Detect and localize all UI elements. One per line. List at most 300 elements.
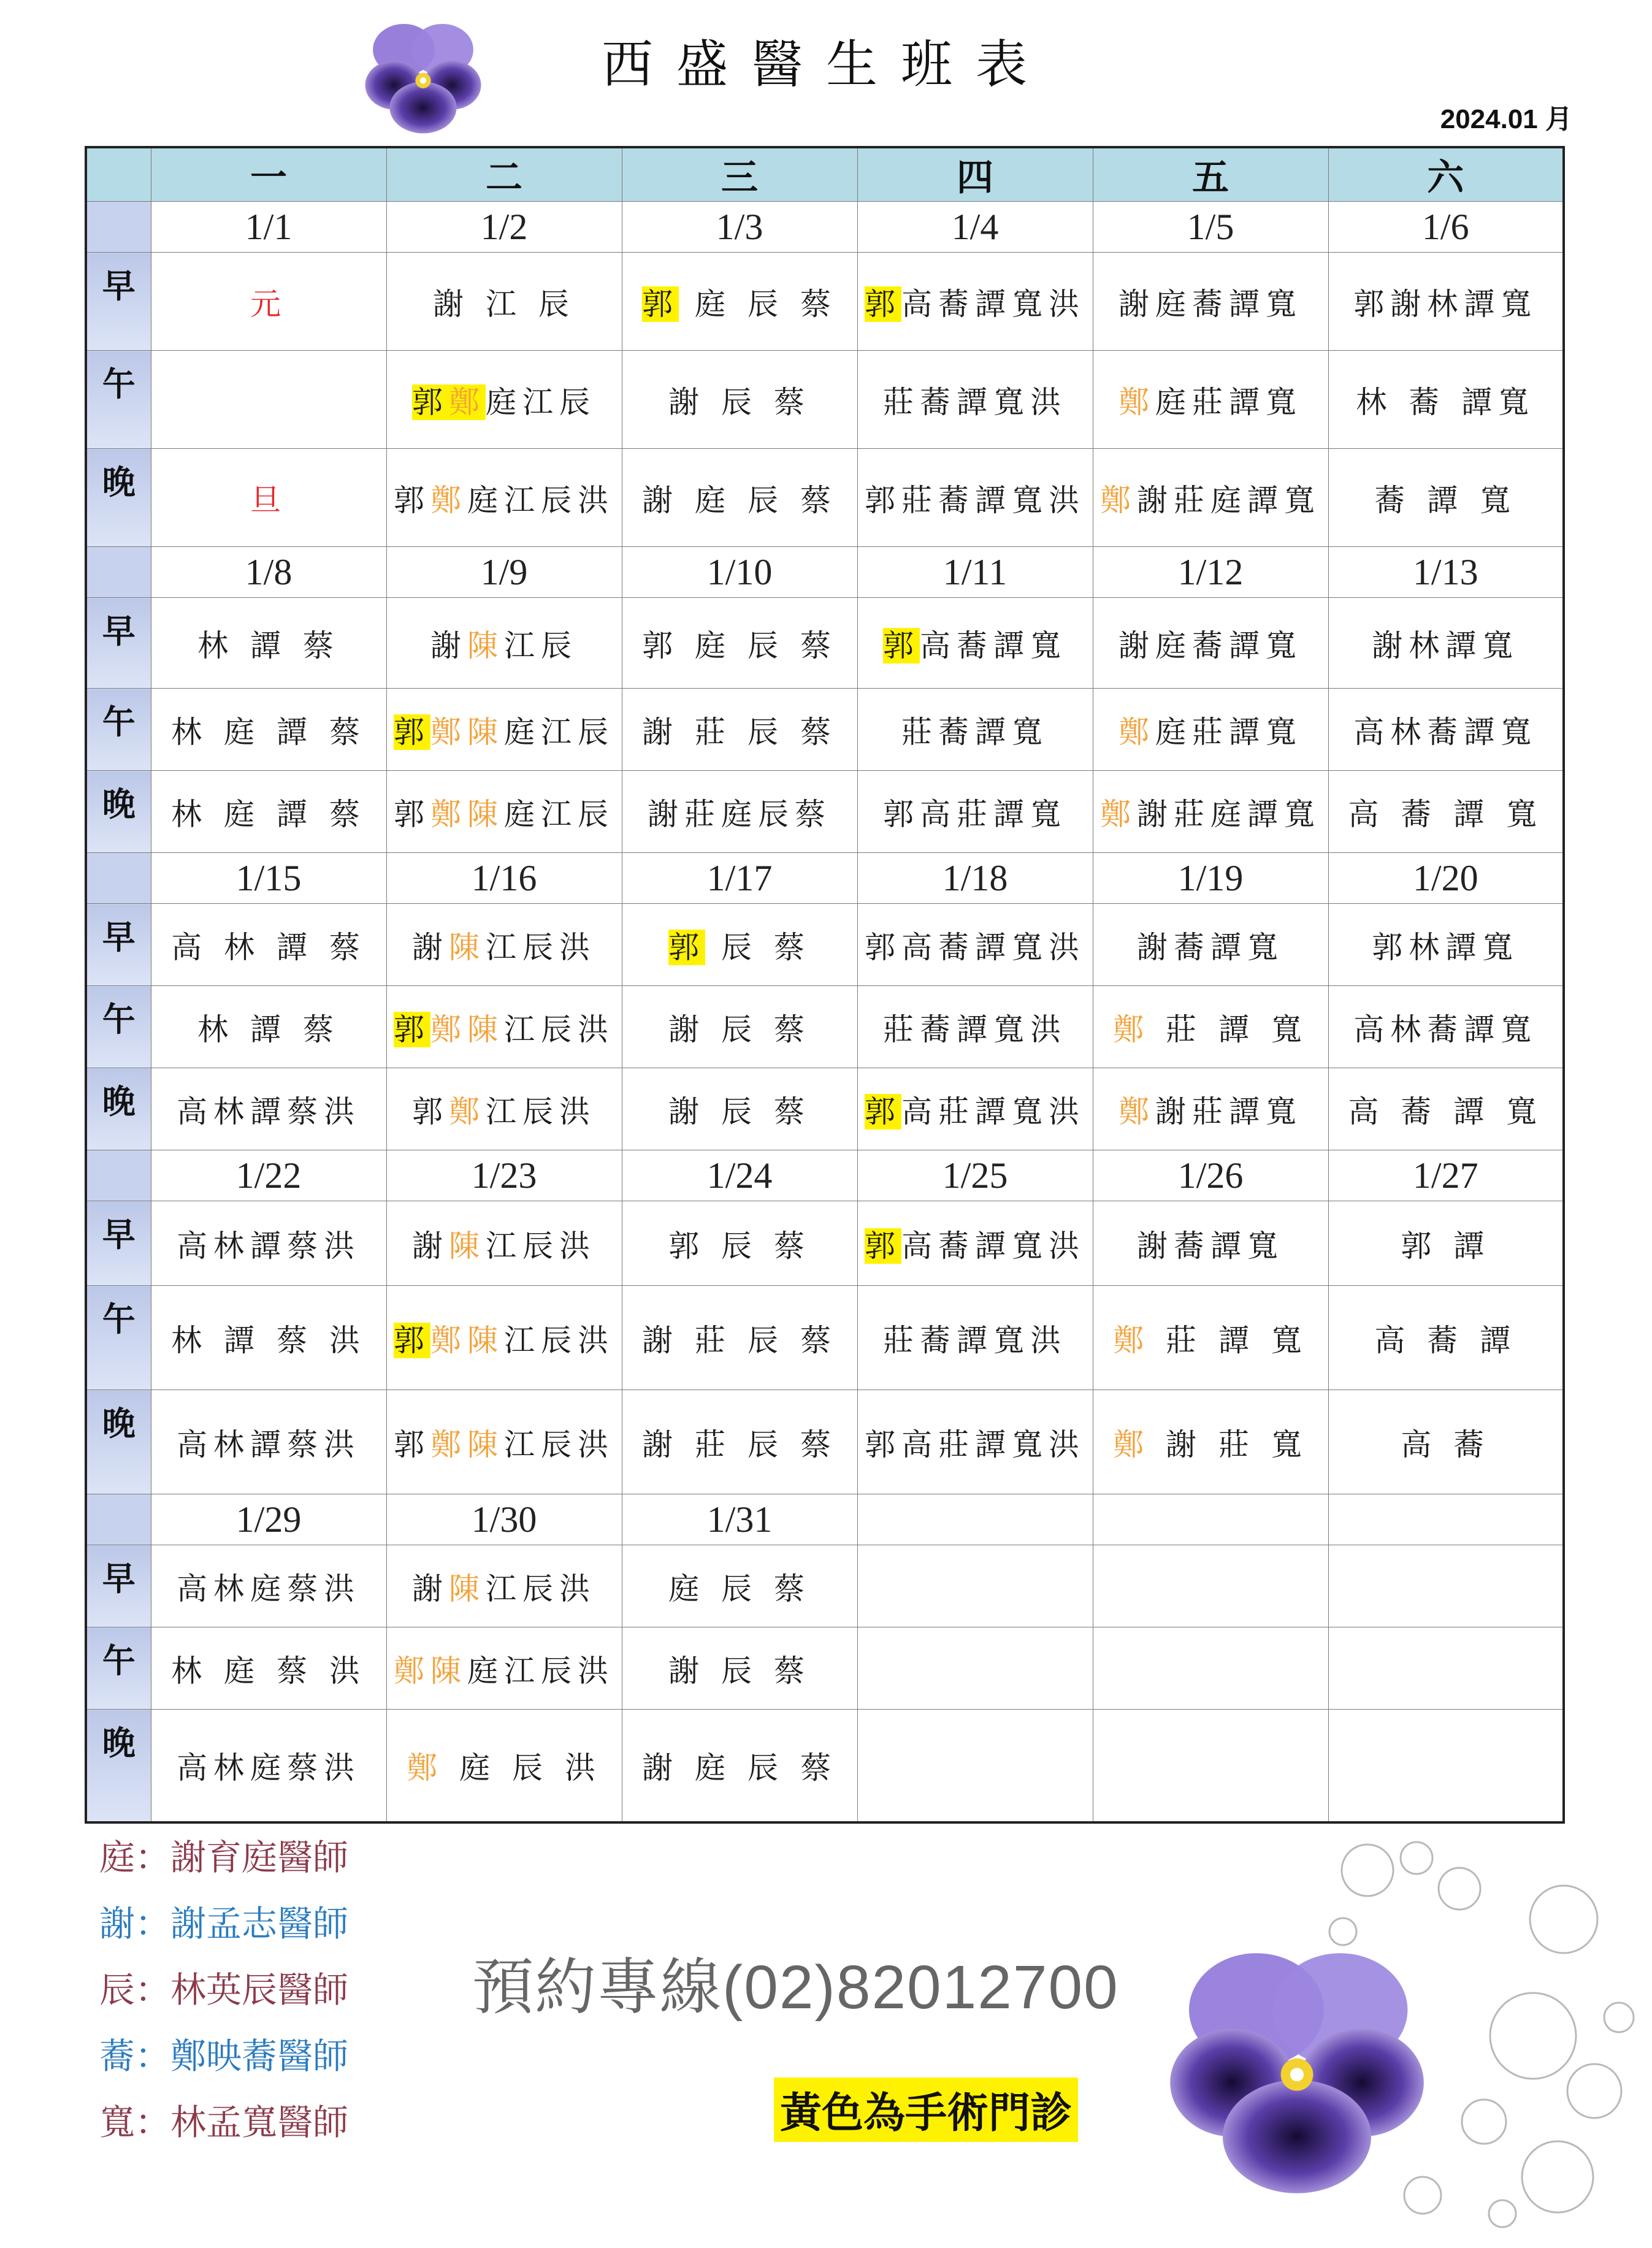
shift-cell (386, 1068, 622, 1150)
shift-row (86, 986, 1564, 1068)
shift-cell (1328, 1068, 1564, 1150)
shift-cell (386, 904, 622, 986)
doctor-codes: 謝 (412, 929, 449, 965)
shift-cell (857, 1390, 1093, 1494)
doctor-codes: 陳 (449, 1570, 486, 1607)
date-row (86, 202, 1564, 253)
shift-cell (151, 449, 386, 547)
shift-row (86, 1068, 1564, 1150)
period-label: 午 (102, 365, 136, 403)
shift-cell (622, 351, 857, 449)
shift-cell (1093, 1627, 1328, 1710)
shift-cell (1328, 253, 1564, 351)
date-cell: 1/29 (151, 1494, 386, 1545)
doctor-codes: 庭莊譚寬 (1155, 714, 1302, 750)
doctor-codes: 元 (250, 286, 287, 322)
weekday-header: 三 (622, 147, 857, 202)
shift-cell (1328, 1201, 1564, 1286)
doctor-codes: 江辰洪 (504, 1426, 614, 1462)
doctor-codes: 庭 辰 蔡 (679, 286, 837, 322)
doctor-codes: 鄭陳 (430, 1426, 504, 1462)
doctor-codes: 謝 莊 辰 蔡 (642, 1426, 837, 1462)
doctor-codes: 高林蕎譚寬 (1353, 1011, 1538, 1047)
date-cell (857, 1494, 1093, 1545)
date-cell: 1/18 (857, 853, 1093, 904)
legend-name: 謝育庭醫師 (170, 1837, 349, 1878)
shift-cell (1093, 1068, 1328, 1150)
date-cell: 1/6 (1328, 202, 1564, 253)
doctor-codes: 莊蕎譚寬洪 (883, 1011, 1067, 1047)
legend-item (99, 2023, 348, 2089)
shift-cell (386, 1545, 622, 1627)
shift-cell (1093, 253, 1328, 351)
shift-cell (1093, 689, 1328, 771)
shift-cell (151, 351, 386, 449)
shift-cell (1093, 1710, 1328, 1822)
doctor-codes: 莊 譚 寬 (1150, 1322, 1308, 1358)
date-cell: 1/22 (151, 1150, 386, 1201)
doctor-codes: 郭 (865, 286, 901, 322)
shift-cell (386, 986, 622, 1068)
shift-cell (622, 449, 857, 547)
doctor-codes: 林 譚 蔡 洪 (171, 1322, 366, 1358)
doctor-codes: 鄭 (449, 384, 486, 420)
shift-cell (1328, 771, 1564, 853)
shift-cell (1093, 904, 1328, 986)
doctor-codes: 庭江辰洪 (467, 1653, 614, 1689)
shift-cell (622, 1201, 857, 1286)
date-cell: 1/31 (622, 1494, 857, 1545)
period-label: 晚 (102, 1724, 136, 1762)
surgery-clinic-note: 黃色為手術門診 (774, 2078, 1078, 2142)
doctor-codes: 高林蕎譚寬 (1353, 714, 1538, 750)
doctor-codes: 謝 (430, 627, 467, 663)
doctor-codes: 高林庭蔡洪 (177, 1749, 361, 1786)
doctor-codes: 郭 (394, 1322, 430, 1358)
doctor-codes: 高蕎譚寬 (920, 627, 1067, 663)
legend-sep: ： (135, 2035, 171, 2077)
doctor-codes: 林 譚 蔡 (197, 627, 340, 663)
doctor-codes: 郭 (394, 796, 430, 832)
period-label: 晚 (102, 1082, 136, 1121)
shift-row (86, 1201, 1564, 1286)
doctor-codes: 謝蕎譚寬 (1137, 929, 1284, 965)
doctor-codes: 郭 (412, 1093, 449, 1130)
legend-key: 寬 (99, 2101, 136, 2143)
shift-cell (1093, 351, 1328, 449)
doctor-codes: 郭莊蕎譚寬洪 (865, 482, 1085, 518)
doctor-codes: 江辰 (504, 627, 578, 663)
doctor-codes: 郭 (883, 627, 920, 663)
shift-cell (1093, 986, 1328, 1068)
doctor-codes: 謝林譚寬 (1372, 627, 1520, 663)
shift-cell (151, 1201, 386, 1286)
pansy-flower-icon (359, 11, 488, 140)
doctor-codes: 謝 江 辰 (433, 286, 575, 322)
doctor-codes: 林 庭 譚 蔡 (171, 714, 366, 750)
date-cell: 1/19 (1093, 853, 1328, 904)
doctor-codes: 郭 (394, 714, 430, 750)
doctor-codes: 江辰洪 (486, 1570, 596, 1607)
shift-cell (151, 1710, 386, 1822)
shift-cell (857, 904, 1093, 986)
doctor-codes: 鄭 (1119, 1093, 1155, 1130)
shift-row (86, 1390, 1564, 1494)
doctor-codes: 鄭陳 (430, 1322, 504, 1358)
doctor-codes: 鄭 (1119, 714, 1155, 750)
shift-cell (1093, 1390, 1328, 1494)
shift-cell (857, 1068, 1093, 1150)
shift-cell (857, 1201, 1093, 1286)
legend-item (99, 1891, 348, 1957)
date-cell: 1/5 (1093, 202, 1328, 253)
doctor-codes: 郭 (865, 1228, 901, 1264)
shift-cell (857, 986, 1093, 1068)
period-label-cell (86, 689, 151, 771)
doctor-codes: 庭莊譚寬 (1155, 384, 1302, 420)
doctor-codes: 鄭 (1113, 1426, 1150, 1462)
date-cell: 1/2 (386, 202, 622, 253)
doctor-codes: 辰 蔡 (705, 929, 811, 965)
weekday-header-row (86, 147, 1564, 202)
period-label-cell (86, 1545, 151, 1627)
pansy-flower-icon (1162, 1932, 1432, 2201)
doctor-codes: 郭 (668, 929, 706, 965)
shift-cell (857, 351, 1093, 449)
shift-cell (151, 1545, 386, 1627)
legend-key: 蕎 (99, 2035, 136, 2077)
shift-cell (1328, 351, 1564, 449)
shift-cell (622, 598, 857, 689)
doctor-codes: 庭 辰 蔡 (668, 1570, 811, 1607)
doctor-codes: 高蕎譚寬洪 (901, 1228, 1085, 1264)
shift-cell (1093, 1545, 1328, 1627)
doctor-codes: 莊蕎譚寬 (901, 714, 1049, 750)
doctor-codes: 旦 (250, 482, 287, 518)
period-label-cell (86, 598, 151, 689)
doctor-codes: 陳 (449, 929, 486, 965)
period-label: 晚 (102, 1404, 136, 1443)
shift-cell (1328, 449, 1564, 547)
date-cell: 1/8 (151, 547, 386, 598)
shift-cell (857, 1286, 1093, 1390)
shift-cell (1093, 1201, 1328, 1286)
legend-name: 林英辰醫師 (170, 1969, 349, 2011)
shift-cell (151, 1627, 386, 1710)
shift-cell (151, 986, 386, 1068)
period-label: 晚 (102, 785, 136, 824)
shift-cell (1328, 1627, 1564, 1710)
shift-cell (1328, 1286, 1564, 1390)
shift-cell (1328, 689, 1564, 771)
shift-cell (386, 449, 622, 547)
doctor-codes: 莊蕎譚寬洪 (883, 1322, 1067, 1358)
doctor-codes: 郭 (394, 1426, 430, 1462)
doctor-codes: 莊蕎譚寬洪 (883, 384, 1067, 420)
shift-cell (1093, 771, 1328, 853)
date-cell: 1/24 (622, 1150, 857, 1201)
shift-cell (386, 1390, 622, 1494)
date-cell: 1/30 (386, 1494, 622, 1545)
shift-row (86, 1710, 1564, 1822)
doctor-codes: 謝莊庭辰蔡 (648, 796, 832, 832)
shift-row (86, 598, 1564, 689)
shift-cell (151, 253, 386, 351)
doctor-codes: 謝莊庭譚寬 (1137, 482, 1321, 518)
shift-cell (386, 598, 622, 689)
doctor-codes: 林 庭 蔡 洪 (171, 1653, 366, 1689)
shift-cell (857, 689, 1093, 771)
shift-cell (386, 1201, 622, 1286)
doctor-codes: 鄭 (449, 1093, 486, 1130)
doctor-codes: 謝 (412, 1228, 449, 1264)
period-label-cell (86, 1201, 151, 1286)
date-cell: 1/26 (1093, 1150, 1328, 1201)
shift-cell (857, 1627, 1093, 1710)
doctor-codes: 高 蕎 譚 (1374, 1322, 1517, 1358)
shift-cell (857, 1710, 1093, 1822)
shift-cell (151, 904, 386, 986)
shift-row (86, 689, 1564, 771)
shift-cell (1328, 1710, 1564, 1822)
doctor-codes: 莊 譚 寬 (1150, 1011, 1308, 1047)
doctor-codes: 高林庭蔡洪 (177, 1570, 361, 1607)
doctor-codes: 高 蕎 (1401, 1426, 1491, 1462)
period-label-cell (86, 853, 151, 904)
period-label-cell (86, 986, 151, 1068)
shift-cell (386, 1627, 622, 1710)
shift-cell (151, 689, 386, 771)
doctor-codes: 江辰洪 (486, 929, 596, 965)
period-label-cell (86, 449, 151, 547)
legend-item (99, 2089, 348, 2155)
doctor-codes: 鄭 (1100, 482, 1137, 518)
shift-cell (857, 1545, 1093, 1627)
period-label-cell (86, 1390, 151, 1494)
weekday-header: 六 (1328, 147, 1564, 202)
doctor-codes: 高 林 譚 蔡 (171, 929, 366, 965)
period-label: 午 (102, 1300, 136, 1339)
doctor-codes: 庭江辰 (504, 796, 614, 832)
period-label: 早 (102, 1559, 136, 1598)
shift-cell (386, 253, 622, 351)
shift-cell (151, 1068, 386, 1150)
doctor-codes: 謝 莊 辰 蔡 (642, 1322, 837, 1358)
date-row (86, 1150, 1564, 1201)
doctor-codes: 鄭陳 (394, 1653, 467, 1689)
period-label: 早 (102, 918, 136, 957)
month-label: 2024.01 月 (1440, 104, 1572, 134)
page-title: 西盛醫生班表 (601, 34, 1050, 94)
doctor-codes: 高蕎譚寬洪 (901, 286, 1085, 322)
doctor-codes: 郭高蕎譚寬洪 (865, 929, 1085, 965)
shift-row (86, 1627, 1564, 1710)
period-label-cell (86, 1068, 151, 1150)
shift-row (86, 449, 1564, 547)
period-label: 午 (102, 703, 136, 741)
doctor-codes: 謝 辰 蔡 (668, 1011, 811, 1047)
shift-cell (857, 598, 1093, 689)
period-label: 晚 (102, 463, 136, 502)
date-cell (1328, 1494, 1564, 1545)
period-label-cell (86, 1710, 151, 1822)
doctor-codes: 郭高莊譚寬洪 (865, 1426, 1085, 1462)
shift-row (86, 351, 1564, 449)
period-label-cell (86, 1494, 151, 1545)
date-cell (1093, 1494, 1328, 1545)
shift-cell (622, 1068, 857, 1150)
date-cell: 1/3 (622, 202, 857, 253)
shift-row (86, 1545, 1564, 1627)
doctor-codes: 蕎 譚 寬 (1374, 482, 1517, 518)
period-label: 早 (102, 267, 136, 305)
doctor-codes: 高林譚蔡洪 (177, 1093, 361, 1130)
period-label-cell (86, 1627, 151, 1710)
date-cell: 1/20 (1328, 853, 1564, 904)
shift-cell (622, 1710, 857, 1822)
shift-cell (622, 986, 857, 1068)
shift-cell (857, 449, 1093, 547)
date-cell: 1/27 (1328, 1150, 1564, 1201)
doctor-codes: 林 蕎 譚寬 (1356, 384, 1535, 420)
shift-cell (1093, 1286, 1328, 1390)
shift-cell (1328, 1390, 1564, 1494)
doctor-codes: 謝蕎譚寬 (1137, 1228, 1284, 1264)
date-cell: 1/1 (151, 202, 386, 253)
shift-row (86, 253, 1564, 351)
legend-key: 辰 (99, 1969, 136, 2011)
doctor-codes: 郭 譚 (1401, 1228, 1491, 1264)
doctor-codes: 謝 辰 蔡 (668, 1653, 811, 1689)
shift-cell (857, 253, 1093, 351)
shift-cell (386, 1710, 622, 1822)
legend-sep: ： (135, 1969, 171, 2011)
doctor-codes: 郭 (394, 482, 430, 518)
doctor-codes: 庭江辰 (504, 714, 614, 750)
doctor-codes: 江辰洪 (486, 1228, 596, 1264)
doctor-codes: 林 庭 譚 蔡 (171, 796, 366, 832)
period-label: 午 (102, 1000, 136, 1039)
period-label-cell (86, 1286, 151, 1390)
doctor-codes: 郭謝林譚寬 (1353, 286, 1538, 322)
date-cell: 1/9 (386, 547, 622, 598)
legend-key: 庭 (99, 1837, 136, 1878)
period-label-cell (86, 771, 151, 853)
date-row (86, 1494, 1564, 1545)
doctor-codes: 郭 辰 蔡 (668, 1228, 811, 1264)
legend-name: 林孟寬醫師 (170, 2101, 349, 2143)
period-label-cell (86, 1150, 151, 1201)
doctor-codes: 鄭陳 (430, 714, 504, 750)
shift-cell (151, 771, 386, 853)
doctor-codes: 江辰洪 (486, 1093, 596, 1130)
legend-name: 謝孟志醫師 (170, 1903, 349, 1944)
shift-cell (622, 904, 857, 986)
date-cell: 1/23 (386, 1150, 622, 1201)
date-cell: 1/17 (622, 853, 857, 904)
legend-key: 謝 (99, 1903, 136, 1944)
doctor-codes: 謝庭蕎譚寬 (1119, 627, 1302, 663)
shift-row (86, 1286, 1564, 1390)
period-label: 午 (102, 1642, 136, 1680)
doctor-codes: 高林譚蔡洪 (177, 1426, 361, 1462)
doctor-codes: 謝 庭 辰 蔡 (642, 482, 837, 518)
shift-cell (1093, 598, 1328, 689)
shift-cell (622, 771, 857, 853)
shift-cell (857, 771, 1093, 853)
doctor-codes: 謝 莊 寬 (1150, 1426, 1308, 1462)
date-cell: 1/4 (857, 202, 1093, 253)
date-cell: 1/11 (857, 547, 1093, 598)
doctor-codes: 郭林譚寬 (1372, 929, 1520, 965)
period-label: 早 (102, 1215, 136, 1254)
doctor-codes: 江辰洪 (504, 1011, 614, 1047)
shift-cell (386, 771, 622, 853)
doctor-codes: 鄭 (1113, 1011, 1150, 1047)
shift-cell (622, 689, 857, 771)
date-cell: 1/15 (151, 853, 386, 904)
doctor-codes: 謝 辰 蔡 (668, 384, 811, 420)
date-cell: 1/16 (386, 853, 622, 904)
doctor-codes: 謝 (412, 1570, 449, 1607)
doctor-schedule-table (85, 146, 1565, 1824)
doctor-codes: 鄭 (1100, 796, 1137, 832)
shift-cell (151, 598, 386, 689)
booking-hotline: 預約專線(02)82012700 (472, 1953, 1119, 2022)
doctor-codes: 陳 (467, 627, 504, 663)
doctor-codes: 郭高莊譚寬 (883, 796, 1067, 832)
period-label-cell (86, 253, 151, 351)
doctor-codes: 鄭 (1113, 1322, 1150, 1358)
weekday-header: 二 (386, 147, 622, 202)
shift-row (86, 904, 1564, 986)
date-cell: 1/12 (1093, 547, 1328, 598)
shift-cell (386, 351, 622, 449)
doctor-codes: 郭 (642, 286, 679, 322)
doctor-codes: 江辰洪 (504, 1322, 614, 1358)
doctor-codes: 高 蕎 譚 寬 (1348, 796, 1543, 832)
shift-cell (622, 1286, 857, 1390)
shift-cell (1093, 449, 1328, 547)
doctor-codes: 庭江辰 (486, 384, 596, 420)
shift-cell (1328, 986, 1564, 1068)
legend-sep: ： (135, 2101, 171, 2143)
shift-cell (622, 1627, 857, 1710)
doctor-codes: 謝莊譚寬 (1155, 1093, 1302, 1130)
doctor-codes: 庭江辰洪 (467, 482, 614, 518)
date-row (86, 853, 1564, 904)
weekday-header: 四 (857, 147, 1093, 202)
doctor-codes: 謝 莊 辰 蔡 (642, 714, 837, 750)
corner-cell (86, 147, 151, 202)
shift-cell (386, 1286, 622, 1390)
shift-cell (1328, 1545, 1564, 1627)
doctor-legend (99, 1824, 348, 2155)
shift-cell (386, 689, 622, 771)
legend-item (99, 1824, 348, 1891)
doctor-codes: 庭 辰 洪 (443, 1749, 602, 1786)
doctor-codes: 鄭 (1119, 384, 1155, 420)
doctor-codes: 郭 (394, 1011, 430, 1047)
weekday-header: 五 (1093, 147, 1328, 202)
date-cell: 1/25 (857, 1150, 1093, 1201)
doctor-codes: 鄭 (407, 1749, 444, 1786)
doctor-codes: 高林譚蔡洪 (177, 1228, 361, 1264)
legend-sep: ： (135, 1903, 171, 1944)
doctor-codes: 鄭陳 (430, 1011, 504, 1047)
period-label: 早 (102, 612, 136, 651)
shift-cell (1328, 904, 1564, 986)
